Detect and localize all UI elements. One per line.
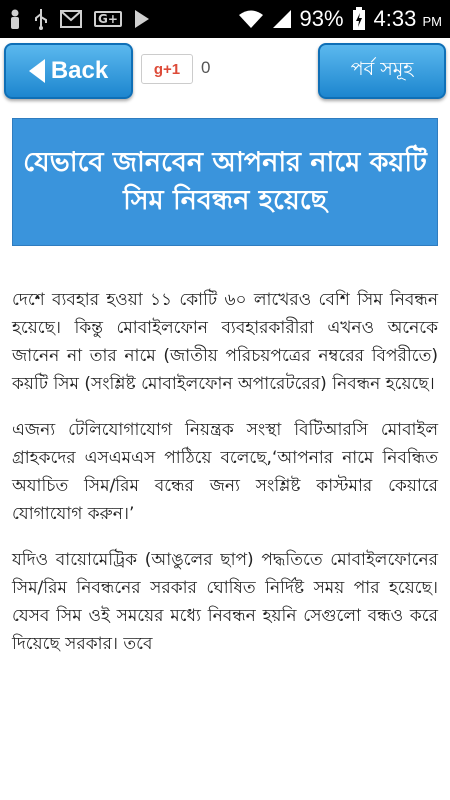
status-bar-right	[238, 6, 443, 32]
clock-ampm: PM	[422, 14, 442, 29]
google-plus-one-button[interactable]: g+1	[141, 54, 193, 84]
article-title: যেভাবে জানবেন আপনার নামে কয়টি সিম নিবন্ধন হয়েছে	[23, 147, 427, 216]
article-paragraph: এজন্য টেলিযোগাযোগ নিয়ন্ত্রক সংস্থা বিটিআরসি মোবাইল গ্রাহকদের এসএমএস পাঠিয়ে বলেছে,‘আপনার নামে নিবন্ধিত অযাচিত সিম/রিম বন্ধের জন্য সংশ্লিষ্ট কাস্টমার কেয়ারে যোগাযোগ করুন।’	[12, 420, 438, 524]
article-title-box	[12, 118, 438, 246]
toolbar	[0, 38, 450, 108]
article-paragraph: যদিও বায়োমেট্রিক (আঙুলের ছাপ) পদ্ধতিতে মোবাইলফোনের সিম/রিম নিবন্ধনের সরকার ঘোষিত নির্দিষ্ট সময় পার হয়েছে। যেসব সিম ওই সময়ের মধ্যে নিবন্ধন হয়নি সেগুলো বন্ধও করে দিয়েছে সরকার। তবে	[12, 550, 438, 654]
clock-time: 4:33	[373, 6, 417, 31]
wifi-icon	[238, 9, 264, 29]
article-paragraph: দেশে ব্যবহার হওয়া ১১ কোটি ৬০ লাখেরও বেশি সিম নিবন্ধন হয়েছে। কিন্তু মোবাইলফোন ব্যবহারকারীরা এখনও অনেকে জানেন না তার নামে (জাতীয় পরিচয়পত্রের নম্বরের বিপরীতে) কয়টি সিম (সংশ্লিষ্ট মোবাইলফোন অপারেটরের) নিবন্ধন হয়েছে।	[12, 290, 438, 394]
usb-icon	[34, 8, 48, 30]
person-icon	[8, 9, 22, 29]
status-bar	[0, 0, 450, 38]
status-bar-left	[8, 8, 150, 30]
back-button-label: Back	[50, 57, 109, 84]
battery-charging-icon	[352, 7, 366, 31]
gmail-icon	[60, 10, 82, 28]
google-plus-count: 0	[201, 58, 211, 77]
back-button[interactable]	[4, 43, 133, 99]
article-body	[12, 286, 438, 676]
signal-icon	[272, 9, 292, 29]
clock	[374, 6, 442, 32]
back-arrow-icon	[29, 59, 45, 83]
battery-percent: 93%	[299, 6, 344, 31]
google-plus-icon: G+	[94, 11, 122, 27]
episodes-button[interactable]: পর্ব সমূহ	[318, 43, 446, 99]
play-store-icon	[134, 9, 150, 29]
